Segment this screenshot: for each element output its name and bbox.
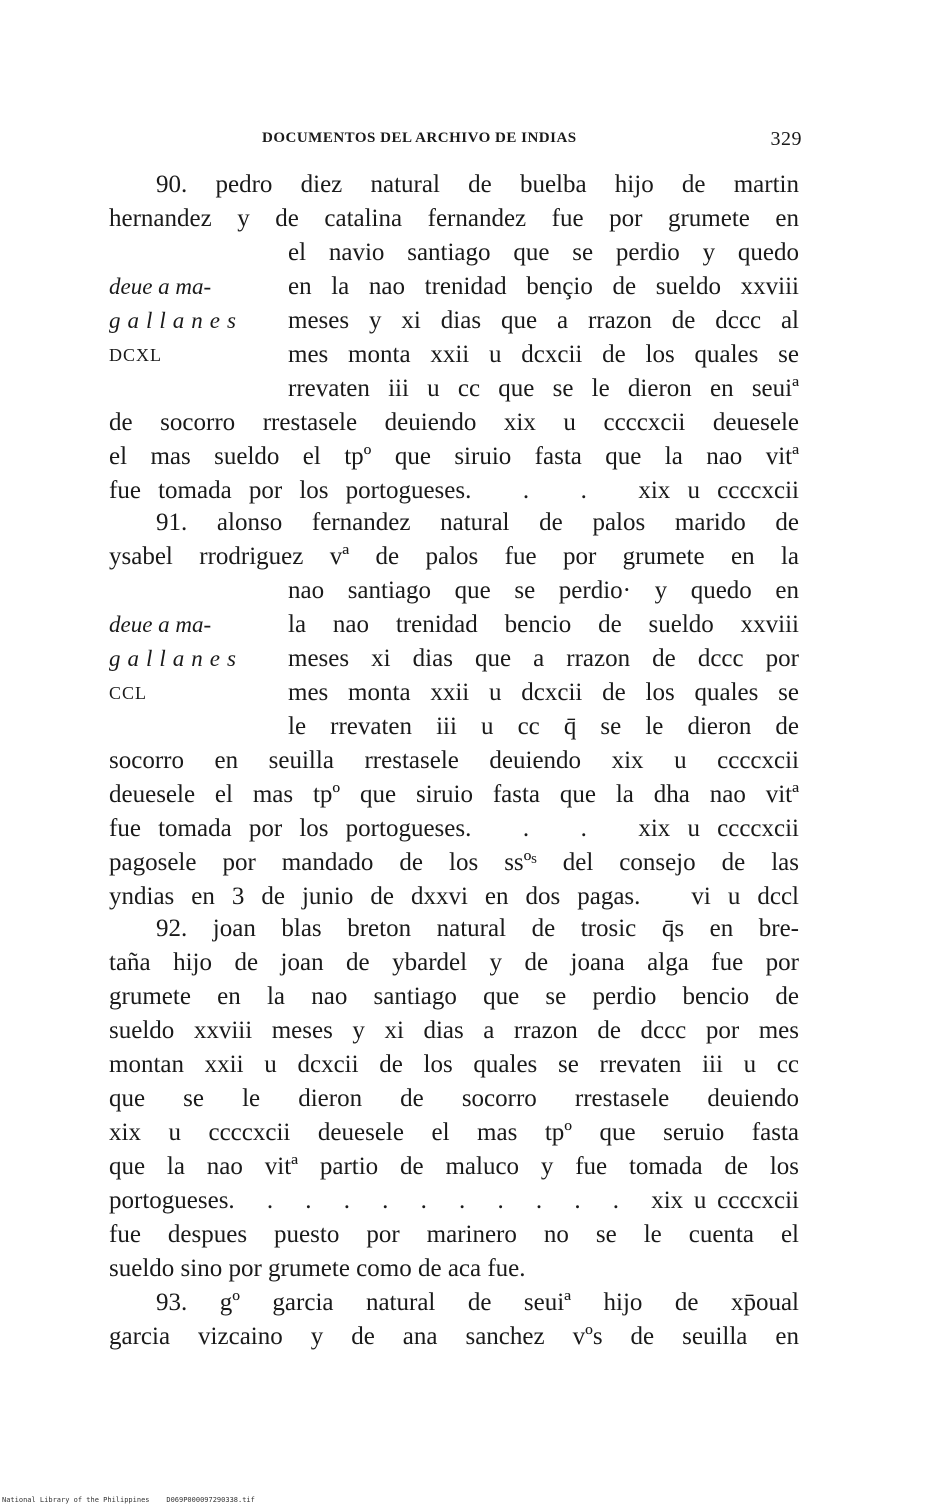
text-line: ysabel rrodriguez vª de palos fue por grumete en la xyxy=(109,543,799,570)
text-line: pagosele por mandado de los ssºˢ del consejo de las xyxy=(109,849,799,876)
page-number: 329 xyxy=(770,128,802,150)
text-line: mes monta xxii u dcxcii de los quales se xyxy=(288,341,799,368)
text-line: 93. gº garcia natural de seuiª hijo de xp̄oual xyxy=(156,1289,799,1316)
margin-note: deue a ma- xyxy=(109,274,212,299)
text-line: garcia vizcaino y de ana sanchez vºs de seuilla en xyxy=(109,1323,799,1350)
text-line: hernandez y de catalina fernandez fue por grumete en xyxy=(109,205,799,232)
header-title: DOCUMENTOS DEL ARCHIVO DE INDIAS xyxy=(262,130,577,146)
text-line: nao santiago que se perdio· y quedo en xyxy=(288,577,799,604)
text-line: 92. joan blas breton natural de trosic q̄s en bre- xyxy=(156,915,799,942)
text-line: meses y xi dias que a rrazon de dccc al xyxy=(288,307,799,334)
text-line: fue tomada por los portogueses. . . xix u ccccxcii xyxy=(109,815,799,842)
text-line: la nao trenidad bencio de sueldo xxviii xyxy=(288,611,799,638)
text-line: mes monta xxii u dcxcii de los quales se xyxy=(288,679,799,706)
text-line: que la nao vitª partio de maluco y fue tomada de los xyxy=(109,1153,799,1180)
running-header xyxy=(262,128,802,152)
text-line: socorro en seuilla rrestasele deuiendo xix u ccccxcii xyxy=(109,747,799,774)
text-line: portogueses. . . . . . . . . . . xix u ccccxcii xyxy=(109,1187,799,1214)
text-line: deuesele el mas tpº que siruio fasta que la dha nao vitª xyxy=(109,781,799,808)
margin-note: gallanes xyxy=(109,646,243,671)
text-line: fue tomada por los portogueses. . . xix u ccccxcii xyxy=(109,477,799,504)
text-line: el mas sueldo el tpº que siruio fasta que la nao vitª xyxy=(109,443,799,470)
text-line: sueldo sino por grumete como de aca fue. xyxy=(109,1255,526,1282)
text-line: sueldo xxviii meses y xi dias a rrazon de dccc por mes xyxy=(109,1017,799,1044)
text-line: le rrevaten iii u cc q̄ se le dieron de xyxy=(288,713,799,740)
margin-note: gallanes xyxy=(109,308,243,333)
text-line: el navio santiago que se perdio y quedo xyxy=(288,239,799,266)
text-line: en la nao trenidad bençio de sueldo xxviii xyxy=(288,273,799,300)
text-line: fue despues puesto por marinero no se le cuenta el xyxy=(109,1221,799,1248)
text-line: montan xxii u dcxcii de los quales se rrevaten iii u cc xyxy=(109,1051,799,1078)
margin-note: CCL xyxy=(109,683,148,703)
text-line: de socorro rrestasele deuiendo xix u ccccxcii deuesele xyxy=(109,409,799,436)
scan-footer: National Library of the Philippines D069P000097290338.tif xyxy=(2,1496,255,1504)
text-line: 91. alonso fernandez natural de palos marido de xyxy=(156,509,799,536)
text-line: xix u ccccxcii deuesele el mas tpº que seruio fasta xyxy=(109,1119,799,1146)
text-line: meses xi dias que a rrazon de dccc por xyxy=(288,645,799,672)
text-line: 90. pedro diez natural de buelba hijo de martin xyxy=(156,171,799,198)
text-line: rrevaten iii u cc que se le dieron en seuiª xyxy=(288,375,799,402)
margin-note: deue a ma- xyxy=(109,612,212,637)
text-line: que se le dieron de socorro rrestasele deuiendo xyxy=(109,1085,799,1112)
text-line: taña hijo de joan de ybardel y de joana alga fue por xyxy=(109,949,799,976)
margin-note: DCXL xyxy=(109,345,162,365)
text-line: yndias en 3 de junio de dxxvi en dos pagas. vi u dccl xyxy=(109,883,799,910)
text-line: grumete en la nao santiago que se perdio bencio de xyxy=(109,983,799,1010)
